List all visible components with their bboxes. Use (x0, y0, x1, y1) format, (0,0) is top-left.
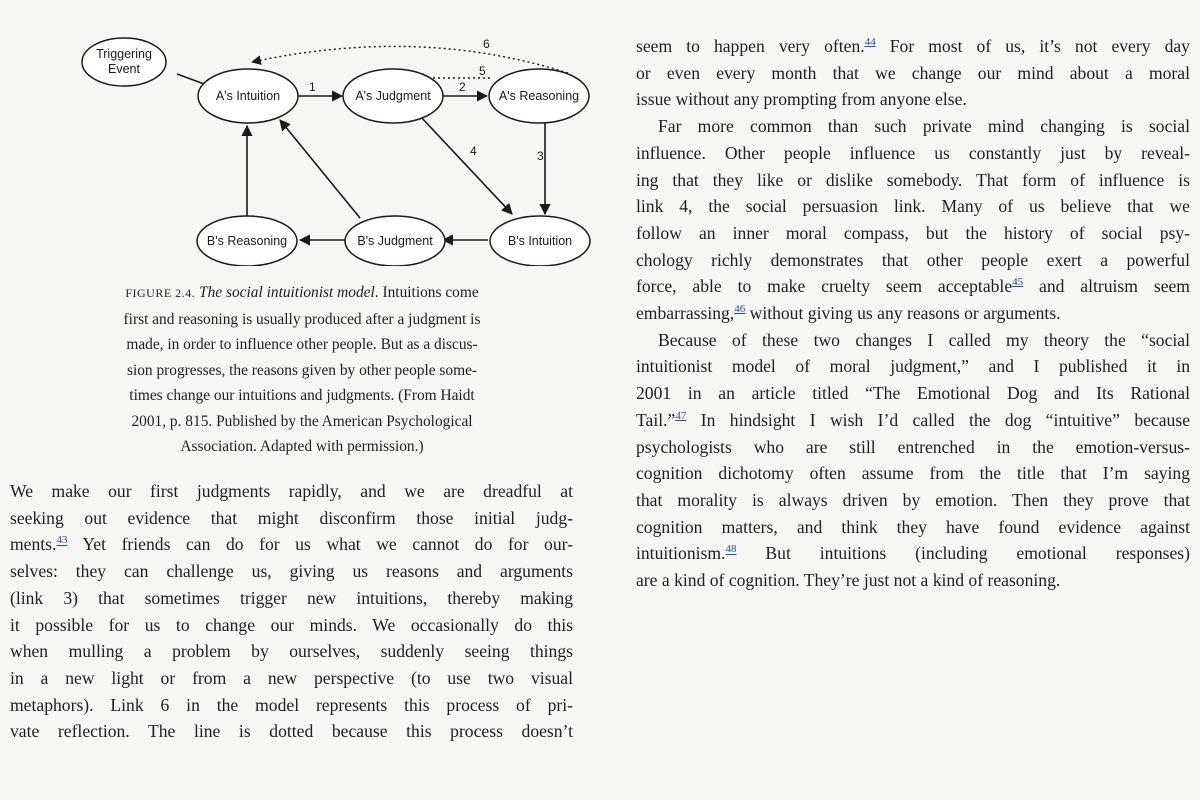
footnote-link-47[interactable]: 47 (675, 409, 687, 422)
body-line: 2001 in an article titled “The Emotional Dog and Its Rational (636, 383, 1190, 404)
caption-line: Association. Adapted with permission.) (180, 438, 424, 455)
body-line: are a kind of cognition. They’re just not a kind of reasoning. (636, 570, 1061, 591)
body-text: and altruism seem (1039, 276, 1190, 297)
body-line: ing that they like or dislike somebody. That form of influence is (636, 169, 1190, 190)
figure-title: The social intuitionist model (199, 284, 375, 301)
caption-line: Intuitions come (382, 284, 479, 301)
link-3-number: 3 (537, 149, 544, 163)
body-line: influence. Other people influence us constantly just by reveal- (636, 142, 1190, 163)
b-judgment-label: B's Judgment (357, 234, 433, 248)
diagram-svg (70, 28, 610, 266)
footnote-link-43[interactable]: 43 (56, 534, 68, 547)
body-text: embarrassing, (636, 303, 735, 324)
body-line (636, 540, 1190, 567)
body-text: Tail.” (636, 409, 676, 430)
footnote-link-48[interactable]: 48 (725, 543, 737, 556)
body-line: cognition matters, and think they have found evidence against (636, 516, 1190, 537)
body-text: force, able to make cruelty seem acceptable (636, 276, 1013, 297)
body-line: Far more common than such private mind changing is social (658, 116, 1190, 137)
footnote-link-46[interactable]: 46 (734, 303, 746, 316)
b-judgment-to-a-intuition-arrow (280, 120, 360, 218)
triggering-label-1: Triggering (96, 47, 152, 61)
body-text: without giving us any reasons or arguments. (749, 303, 1061, 324)
body-text: In hindsight I wish I’d called the dog “intuitive” because (700, 409, 1190, 430)
figure-label: FIGURE 2.4. (125, 286, 196, 300)
body-line: follow an inner moral compass, but the history of social psy- (636, 222, 1190, 243)
caption-line: sion progresses, the reasons given by other people some- (126, 361, 478, 379)
body-line: in a new light or from a new perspective (to use two visual (10, 667, 573, 688)
body-line (10, 531, 573, 558)
a-intuition-label: A's Intuition (215, 89, 281, 103)
body-line: seeking out evidence that might disconfirm those initial judg- (10, 507, 573, 528)
body-line: selves: they can challenge us, giving us reasons and arguments (10, 561, 573, 582)
b-reasoning-label: B's Reasoning (206, 234, 288, 248)
body-line: We make our first judgments rapidly, and we are dreadful at (10, 481, 573, 501)
body-line: link 4, the social persuasion link. Many of us believe that we (636, 196, 1190, 217)
body-line: cognition dichotomy often assume from the title that I’m saying (636, 463, 1190, 484)
body-line: or even every month that we change our mind about a moral (636, 62, 1190, 83)
body-line (636, 300, 1190, 327)
body-text: Yet friends can do for us what we cannot do for our- (82, 534, 573, 555)
body-line: when mulling a problem by ourselves, suddenly seeing things (10, 641, 573, 662)
body-line: vate reflection. The line is dotted because this process doesn’t (10, 721, 573, 742)
left-column-text (10, 478, 573, 745)
body-line: metaphors). Link 6 in the model represents this process of pri- (10, 694, 573, 715)
caption-line: 2001, p. 815. Published by the American Psychological (131, 412, 473, 430)
link-4-number: 4 (470, 144, 477, 158)
link-2-number: 2 (459, 80, 466, 94)
body-line (636, 407, 1190, 434)
body-text: But intuitions (including emotional responses) (765, 543, 1190, 564)
social-intuitionist-diagram (70, 28, 610, 266)
right-column-text (636, 33, 1190, 594)
body-line: that morality is always driven by emotion. Then they prove that (636, 489, 1190, 510)
body-line: Because of these two changes I called my theory the “social (658, 329, 1190, 350)
a-reasoning-label: A's Reasoning (498, 89, 580, 103)
a-judgment-label: A's Judgment (355, 89, 431, 103)
body-line: (link 3) that sometimes trigger new intuitions, thereby making (10, 587, 573, 608)
link-6-number: 6 (483, 37, 490, 51)
body-text: For most of us, it’s not every day (889, 36, 1190, 56)
figure-caption: FIGURE 2.4. The social intuitionist model. Intuitions come first and reasoning is usually produced after a judgment is made, in order to influence other people. But as a discus- sion progresses, the reasons given by other people some- times change our intuitions and judgments. (From Haidt 2001, p. 815. Published by the American Psychological Association. Adapted with permission.) (22, 280, 582, 460)
body-line (636, 33, 1190, 60)
body-line: chology richly demonstrates that other people exert a powerful (636, 249, 1190, 270)
link-5-number: 5 (479, 64, 486, 78)
caption-line: first and reasoning is usually produced after a judgment is (123, 310, 481, 328)
body-line: intuitionist model of moral judgment,” and I published it in (636, 356, 1190, 377)
caption-line: made, in order to influence other people. But as a discus- (126, 336, 478, 353)
link-6-arrow (252, 46, 568, 73)
body-line: issue without any prompting from anyone else. (636, 89, 967, 110)
body-line: it possible for us to change our minds. We occasionally do this (10, 614, 573, 635)
link-4-arrow (420, 116, 512, 214)
body-line (636, 273, 1190, 300)
body-text: ments. (10, 534, 57, 555)
body-text: seem to happen very often. (636, 36, 865, 56)
body-line: psychologists who are still entrenched in the emotion-versus- (636, 436, 1190, 457)
footnote-link-44[interactable]: 44 (864, 36, 876, 49)
link-1-number: 1 (309, 80, 316, 94)
caption-line: times change our intuitions and judgments. (From Haidt (129, 387, 475, 404)
triggering-label-2: Event (108, 62, 140, 76)
footnote-link-45[interactable]: 45 (1012, 276, 1024, 289)
b-intuition-label: B's Intuition (507, 234, 573, 248)
body-text: intuitionism. (636, 543, 726, 564)
